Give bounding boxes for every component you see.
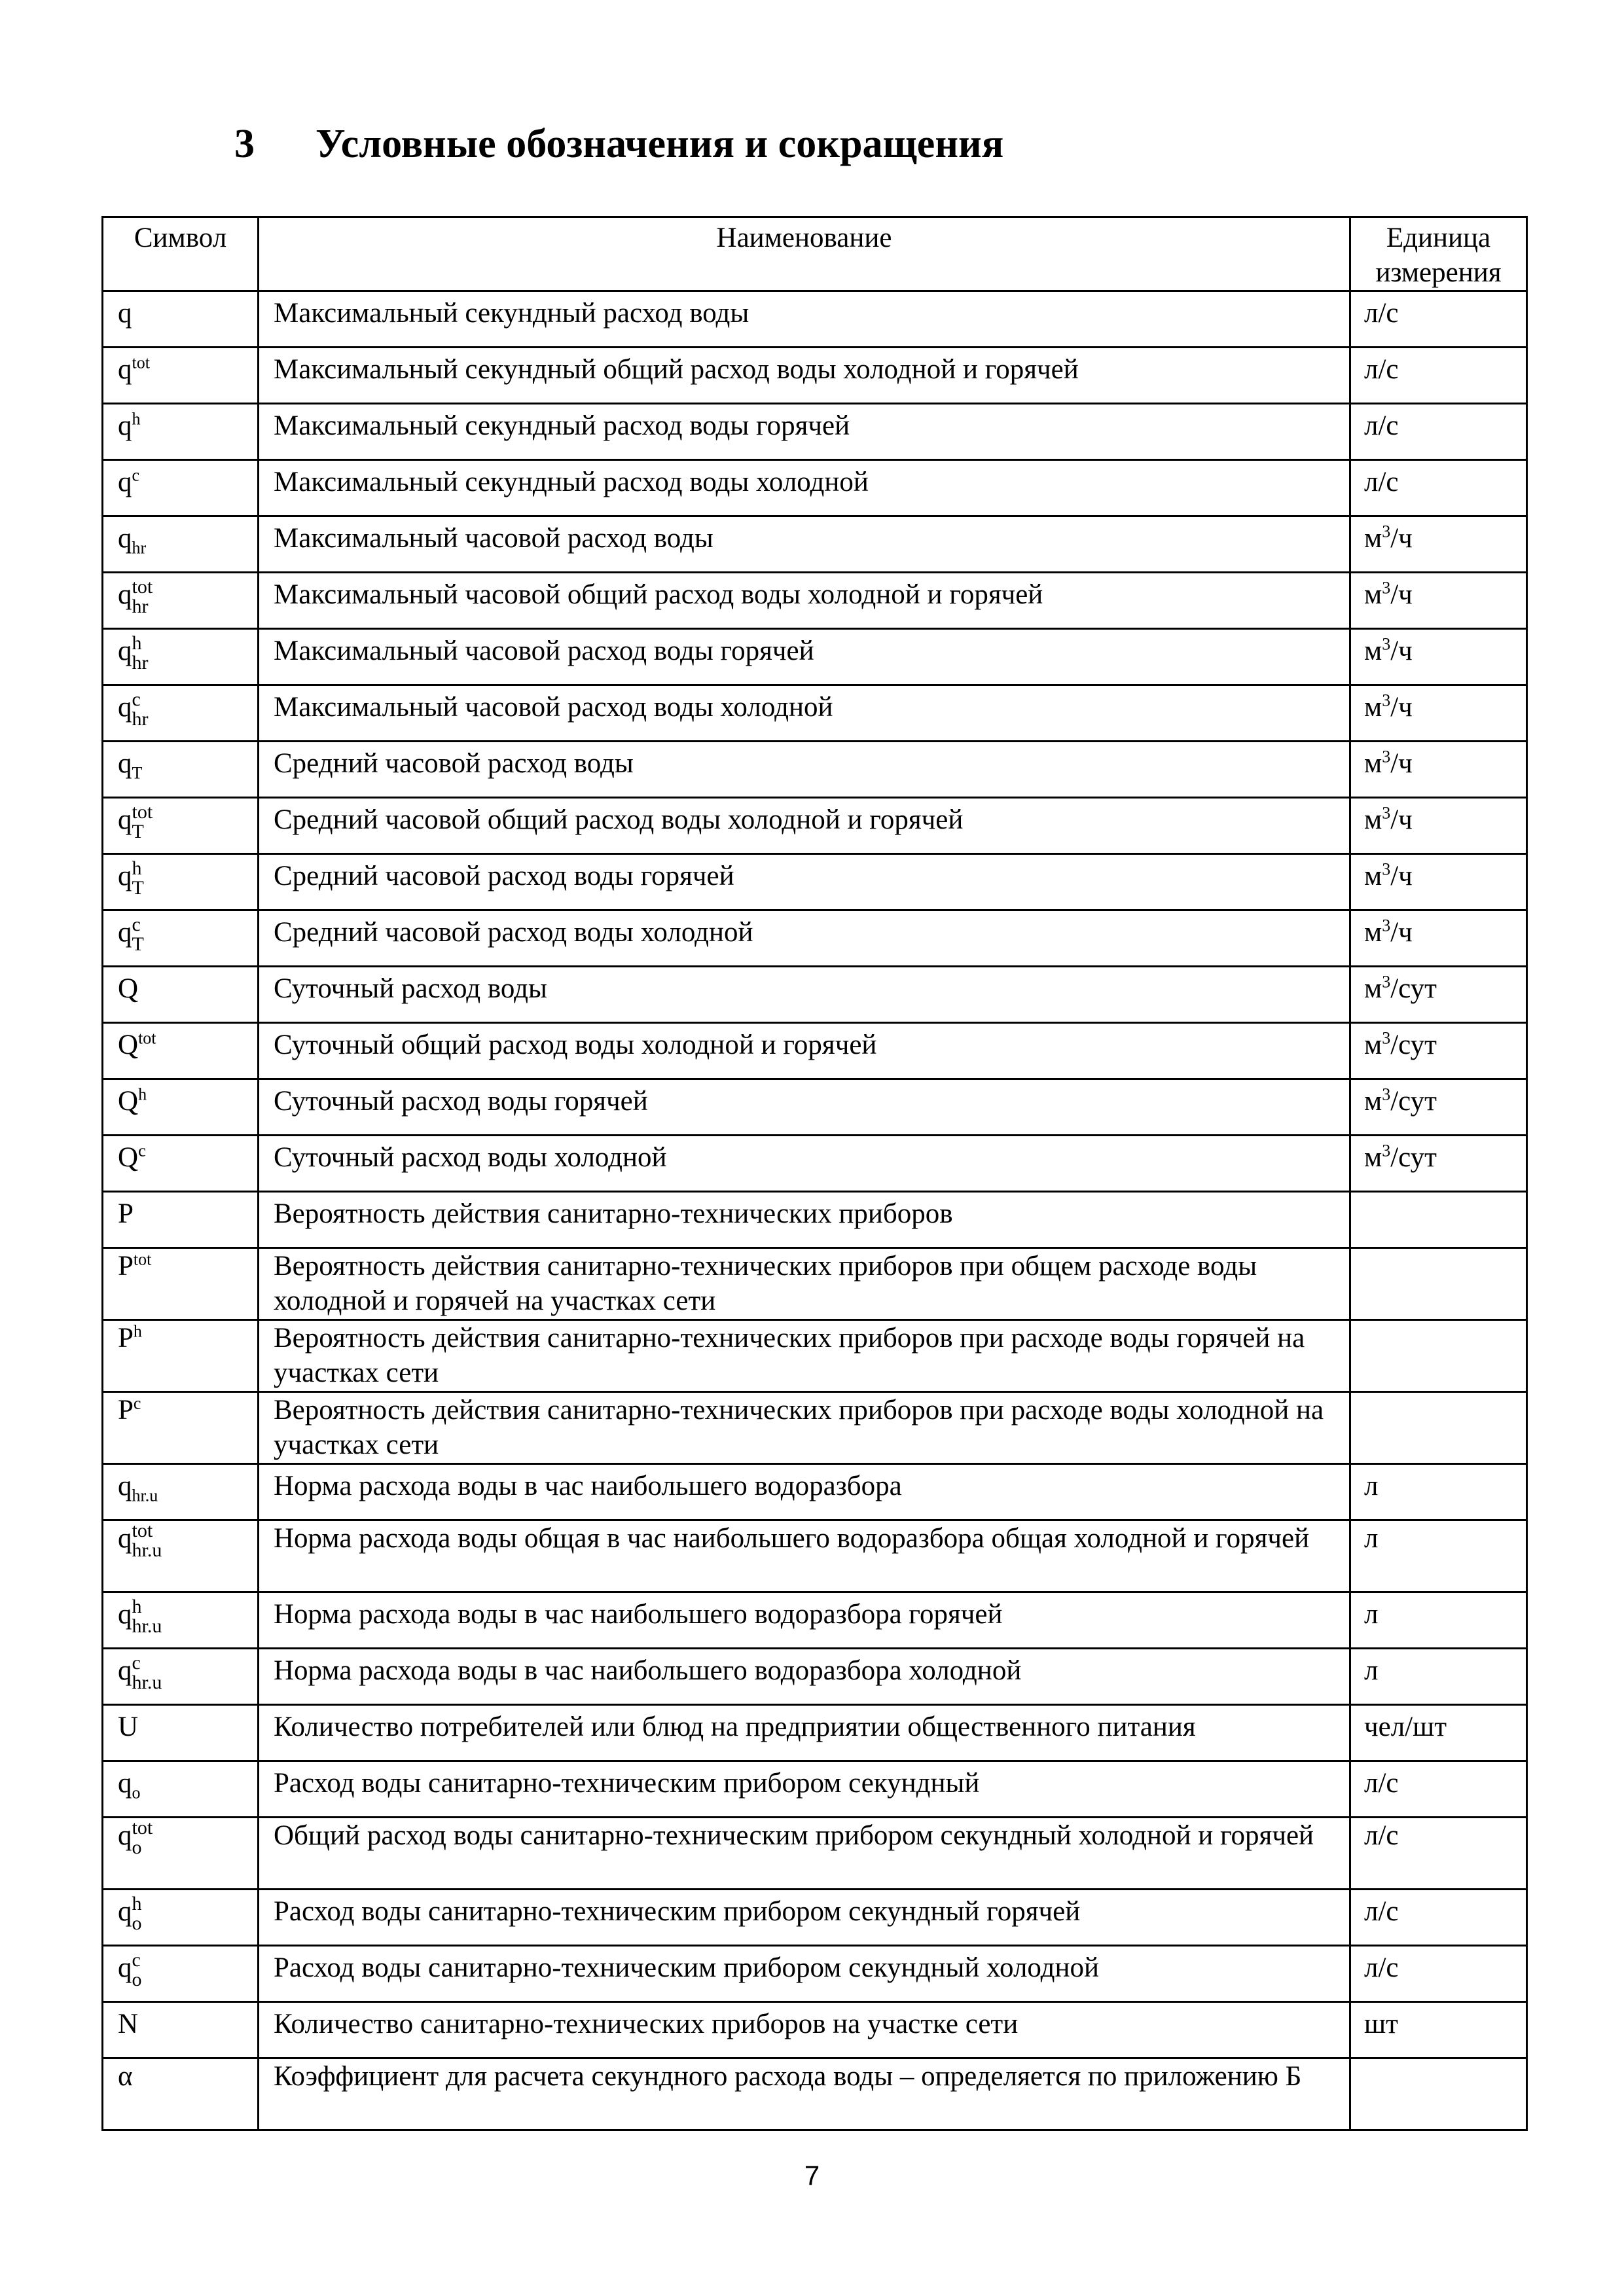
symbol-cell — [103, 1761, 259, 1818]
symbol-superscript: c — [132, 1652, 141, 1674]
table-row — [103, 1818, 1527, 1890]
symbol-subscript: hr.u — [132, 1486, 158, 1505]
unit-cell — [1350, 1592, 1527, 1649]
name-cell: Суточный расход воды холодной — [259, 1136, 1350, 1192]
symbol-cell — [103, 1248, 259, 1320]
name-cell: Максимальный секундный расход воды — [259, 291, 1350, 348]
symbol-cell — [103, 1192, 259, 1248]
table-row — [103, 854, 1527, 910]
unit-text: м — [1364, 636, 1382, 666]
symbol-cell — [103, 460, 259, 516]
unit-text: м — [1364, 804, 1382, 835]
symbol-superscript: h — [132, 1596, 142, 1617]
symbol-superscript: c — [138, 1141, 146, 1160]
header-symbol: Символ — [103, 217, 259, 291]
symbol-subscript: T — [132, 877, 144, 899]
unit-text: л/с — [1364, 298, 1399, 329]
symbol-subscript: o — [132, 1912, 142, 1934]
unit-superscript: 3 — [1382, 691, 1391, 710]
table-body — [103, 291, 1527, 2130]
symbol-base: q — [118, 1768, 132, 1799]
symbol-base: q — [118, 467, 132, 497]
name-cell: Суточный общий расход воды холодной и горячей — [259, 1023, 1350, 1079]
symbol-base: q — [118, 579, 132, 610]
name-cell: Средний часовой расход воды холодной — [259, 910, 1350, 967]
symbol-cell — [103, 1136, 259, 1192]
unit-cell — [1350, 1136, 1527, 1192]
name-cell: Вероятность действия санитарно-технических приборов при расходе воды горячей на участках сети — [259, 1320, 1350, 1392]
unit-superscript: 3 — [1382, 578, 1391, 598]
name-cell: Норма расхода воды в час наибольшего водоразбора горячей — [259, 1592, 1350, 1649]
symbol-base: U — [118, 1712, 139, 1742]
name-cell: Количество потребителей или блюд на предприятии общественного питания — [259, 1705, 1350, 1761]
symbol-base: P — [118, 1395, 134, 1426]
unit-text: л/с — [1364, 354, 1399, 385]
unit-cell — [1350, 1761, 1527, 1818]
name-cell: Максимальный секундный расход воды горячей — [259, 404, 1350, 460]
symbol-cell — [103, 1818, 259, 1890]
unit-tail: /сут — [1390, 1142, 1437, 1173]
unit-tail: /ч — [1390, 748, 1413, 779]
unit-superscript: 3 — [1382, 522, 1391, 541]
name-cell: Вероятность действия санитарно-технических приборов — [259, 1192, 1350, 1248]
unit-cell — [1350, 291, 1527, 348]
table-row — [103, 1464, 1527, 1520]
symbol-base: P — [118, 1251, 134, 1282]
name-cell: Коэффициент для расчета секундного расхода воды – определяется по приложению Б — [259, 2058, 1350, 2130]
symbol-base: q — [118, 748, 132, 779]
symbol-superscript: tot — [132, 801, 153, 823]
table-row — [103, 2058, 1527, 2130]
name-cell: Суточный расход воды — [259, 967, 1350, 1023]
table-row — [103, 1023, 1527, 1079]
symbol-superscript: c — [132, 465, 140, 485]
table-row — [103, 516, 1527, 573]
unit-text: л/с — [1364, 1952, 1399, 1983]
symbol-cell — [103, 1023, 259, 1079]
unit-superscript: 3 — [1382, 803, 1391, 823]
unit-superscript: 3 — [1382, 1085, 1391, 1104]
symbol-subscript: hr — [132, 596, 149, 617]
symbol-cell — [103, 2002, 259, 2058]
symbol-cell — [103, 348, 259, 404]
symbol-cell — [103, 854, 259, 910]
unit-text: л — [1364, 1655, 1379, 1686]
table-row — [103, 685, 1527, 742]
table-row — [103, 1392, 1527, 1464]
name-cell: Максимальный часовой расход воды — [259, 516, 1350, 573]
symbol-superscript: tot — [132, 1817, 153, 1839]
symbol-cell — [103, 1946, 259, 2002]
symbol-base: q — [118, 917, 132, 948]
symbol-subscript: hr — [132, 708, 149, 730]
symbol-superscript: tot — [138, 1028, 156, 1048]
symbol-base: N — [118, 2009, 139, 2039]
unit-cell — [1350, 460, 1527, 516]
symbol-subscript: hr.u — [132, 1539, 162, 1561]
symbol-base: q — [118, 1471, 132, 1501]
table-row — [103, 1890, 1527, 1946]
unit-text: л/с — [1364, 410, 1399, 441]
unit-text: л — [1364, 1471, 1379, 1501]
table-row — [103, 1192, 1527, 1248]
symbol-base: q — [118, 1820, 132, 1851]
unit-cell — [1350, 1079, 1527, 1136]
symbol-cell — [103, 1320, 259, 1392]
symbol-subscript: o — [132, 1783, 141, 1803]
unit-text: чел/шт — [1364, 1712, 1447, 1742]
symbol-base: Q — [118, 1030, 139, 1060]
name-cell: Расход воды санитарно-техническим прибором секундный — [259, 1761, 1350, 1818]
unit-cell — [1350, 1192, 1527, 1248]
unit-cell — [1350, 1890, 1527, 1946]
unit-cell — [1350, 404, 1527, 460]
unit-text: м — [1364, 861, 1382, 891]
table-header-row — [103, 217, 1527, 291]
table-row — [103, 629, 1527, 685]
table-row — [103, 742, 1527, 798]
unit-cell — [1350, 1023, 1527, 1079]
symbol-superscript: tot — [133, 1249, 152, 1269]
unit-cell — [1350, 1946, 1527, 2002]
unit-tail: /сут — [1390, 973, 1437, 1004]
name-cell: Максимальный секундный расход воды холодной — [259, 460, 1350, 516]
table-row — [103, 910, 1527, 967]
symbols-table — [101, 216, 1528, 2131]
name-cell: Вероятность действия санитарно-технических приборов при общем расходе воды холодной и горячей на участках сети — [259, 1248, 1350, 1320]
table-row — [103, 1946, 1527, 2002]
name-cell: Максимальный часовой расход воды холодной — [259, 685, 1350, 742]
symbol-base: P — [118, 1198, 134, 1229]
unit-text: м — [1364, 692, 1382, 723]
unit-text: м — [1364, 748, 1382, 779]
symbol-base: q — [118, 523, 132, 554]
symbol-base: q — [118, 1599, 132, 1630]
symbol-superscript: c — [133, 1393, 141, 1413]
unit-cell — [1350, 1392, 1527, 1464]
symbol-cell — [103, 1464, 259, 1520]
unit-text: л — [1364, 1599, 1379, 1630]
unit-text: л/с — [1364, 467, 1399, 497]
symbol-base: q — [118, 410, 132, 441]
symbol-cell — [103, 2058, 259, 2130]
unit-cell — [1350, 348, 1527, 404]
name-cell: Норма расхода воды в час наибольшего водоразбора холодной — [259, 1649, 1350, 1705]
table-row — [103, 1079, 1527, 1136]
unit-cell — [1350, 1649, 1527, 1705]
unit-tail: /ч — [1390, 636, 1413, 666]
header-name: Наименование — [259, 217, 1350, 291]
symbol-subscript: T — [132, 763, 143, 783]
unit-text: м — [1364, 917, 1382, 948]
name-cell: Средний часовой расход воды горячей — [259, 854, 1350, 910]
unit-text: м — [1364, 523, 1382, 554]
table-row — [103, 404, 1527, 460]
table-row — [103, 348, 1527, 404]
table-row — [103, 1520, 1527, 1592]
symbol-cell — [103, 798, 259, 854]
unit-cell — [1350, 1464, 1527, 1520]
symbol-superscript: h — [138, 1085, 147, 1104]
symbol-subscript: hr.u — [132, 1615, 162, 1637]
symbol-cell — [103, 516, 259, 573]
symbol-subscript: o — [132, 1969, 142, 1990]
name-cell: Количество санитарно-технических приборов на участке сети — [259, 2002, 1350, 2058]
unit-cell — [1350, 2002, 1527, 2058]
unit-superscript: 3 — [1382, 747, 1391, 766]
unit-text: м — [1364, 1142, 1382, 1173]
symbol-superscript: tot — [132, 576, 153, 598]
table-row — [103, 1320, 1527, 1392]
table-row — [103, 1136, 1527, 1192]
table-row — [103, 2002, 1527, 2058]
symbol-cell — [103, 1520, 259, 1592]
name-cell: Расход воды санитарно-техническим прибором секундный холодной — [259, 1946, 1350, 2002]
unit-text: л/с — [1364, 1896, 1399, 1927]
symbol-cell — [103, 573, 259, 629]
symbol-base: Q — [118, 1086, 139, 1117]
unit-cell — [1350, 742, 1527, 798]
unit-cell — [1350, 573, 1527, 629]
name-cell: Максимальный часовой расход воды горячей — [259, 629, 1350, 685]
symbol-superscript: h — [132, 1893, 142, 1914]
unit-tail: /ч — [1390, 804, 1413, 835]
unit-text: л — [1364, 1523, 1379, 1554]
unit-text: м — [1364, 1086, 1382, 1117]
symbol-subscript: T — [132, 933, 144, 955]
symbol-cell — [103, 685, 259, 742]
symbol-base: q — [118, 804, 132, 835]
name-cell: Вероятность действия санитарно-технических приборов при расходе воды холодной на участках сети — [259, 1392, 1350, 1464]
unit-tail: /ч — [1390, 861, 1413, 891]
unit-cell — [1350, 685, 1527, 742]
symbol-cell — [103, 291, 259, 348]
symbol-cell — [103, 1649, 259, 1705]
unit-text: шт — [1364, 2009, 1398, 2039]
symbol-superscript: tot — [132, 1520, 153, 1541]
symbol-superscript: h — [132, 409, 141, 429]
symbol-base: q — [118, 1952, 132, 1983]
unit-cell — [1350, 1818, 1527, 1890]
table-row — [103, 1761, 1527, 1818]
unit-tail: /ч — [1390, 692, 1413, 723]
name-cell: Максимальный секундный общий расход воды холодной и горячей — [259, 348, 1350, 404]
symbol-cell — [103, 1592, 259, 1649]
symbol-base: q — [118, 692, 132, 723]
unit-superscript: 3 — [1382, 1028, 1391, 1048]
symbol-cell — [103, 1890, 259, 1946]
unit-cell — [1350, 854, 1527, 910]
symbol-cell — [103, 404, 259, 460]
symbol-subscript: hr.u — [132, 1672, 162, 1693]
unit-text: м — [1364, 579, 1382, 610]
symbol-subscript: o — [132, 1837, 142, 1858]
page-number: 7 — [804, 2160, 820, 2191]
table-row — [103, 291, 1527, 348]
section-number: 3 — [234, 122, 255, 166]
unit-cell — [1350, 1248, 1527, 1320]
symbol-cell — [103, 629, 259, 685]
unit-superscript: 3 — [1382, 634, 1391, 654]
table-row — [103, 573, 1527, 629]
symbol-cell — [103, 1392, 259, 1464]
unit-tail: /ч — [1390, 917, 1413, 948]
table-row — [103, 1248, 1527, 1320]
symbol-cell — [103, 1079, 259, 1136]
name-cell: Средний часовой общий расход воды холодной и горячей — [259, 798, 1350, 854]
symbol-subscript: T — [132, 821, 144, 842]
unit-tail: /ч — [1390, 523, 1413, 554]
name-cell: Общий расход воды санитарно-техническим прибором секундный холодной и горячей — [259, 1818, 1350, 1890]
name-cell: Расход воды санитарно-техническим прибором секундный горячей — [259, 1890, 1350, 1946]
symbol-base: Q — [118, 973, 139, 1004]
section-title: Условные обозначения и сокращения — [316, 122, 1004, 166]
symbol-base: q — [118, 1523, 132, 1554]
symbol-superscript: h — [132, 632, 142, 654]
symbol-base: q — [118, 354, 132, 385]
unit-text: м — [1364, 973, 1382, 1004]
unit-cell — [1350, 1520, 1527, 1592]
name-cell: Максимальный часовой общий расход воды холодной и горячей — [259, 573, 1350, 629]
unit-cell — [1350, 1320, 1527, 1392]
name-cell: Средний часовой расход воды — [259, 742, 1350, 798]
name-cell: Норма расхода воды в час наибольшего водоразбора — [259, 1464, 1350, 1520]
unit-cell — [1350, 798, 1527, 854]
unit-superscript: 3 — [1382, 916, 1391, 935]
symbol-cell — [103, 967, 259, 1023]
symbol-cell — [103, 1705, 259, 1761]
unit-tail: /сут — [1390, 1086, 1437, 1117]
symbol-base: q — [118, 1655, 132, 1686]
symbol-base: q — [118, 861, 132, 891]
symbol-superscript: c — [132, 1949, 141, 1971]
unit-text: м — [1364, 1030, 1382, 1060]
header-unit: Единица измерения — [1350, 217, 1527, 291]
unit-cell — [1350, 910, 1527, 967]
symbol-superscript: tot — [132, 353, 150, 372]
unit-text: л/с — [1364, 1820, 1399, 1851]
unit-cell — [1350, 629, 1527, 685]
table-row — [103, 460, 1527, 516]
unit-tail: /ч — [1390, 579, 1413, 610]
unit-superscript: 3 — [1382, 859, 1391, 879]
unit-cell — [1350, 1705, 1527, 1761]
symbol-subscript: hr — [132, 538, 147, 558]
unit-superscript: 3 — [1382, 1141, 1391, 1160]
symbol-superscript: c — [132, 914, 141, 935]
unit-cell — [1350, 516, 1527, 573]
unit-text: л/с — [1364, 1768, 1399, 1799]
symbol-superscript: h — [132, 857, 142, 879]
unit-cell — [1350, 2058, 1527, 2130]
symbol-base: q — [118, 636, 132, 666]
symbol-base: P — [118, 1323, 134, 1354]
symbol-base: q — [118, 1896, 132, 1927]
table-row — [103, 1705, 1527, 1761]
name-cell: Норма расхода воды общая в час наибольшего водоразбора общая холодной и горячей — [259, 1520, 1350, 1592]
symbol-base: q — [118, 298, 132, 329]
symbol-cell — [103, 742, 259, 798]
table-row — [103, 967, 1527, 1023]
unit-tail: /сут — [1390, 1030, 1437, 1060]
section-heading — [234, 118, 1003, 170]
symbol-subscript: hr — [132, 652, 149, 673]
table-row — [103, 1592, 1527, 1649]
symbol-superscript: c — [132, 689, 141, 710]
table-row — [103, 798, 1527, 854]
symbol-superscript: h — [133, 1321, 142, 1341]
symbol-base: α — [118, 2061, 133, 2092]
symbol-base: Q — [118, 1142, 139, 1173]
name-cell: Суточный расход воды горячей — [259, 1079, 1350, 1136]
unit-cell — [1350, 967, 1527, 1023]
table-row — [103, 1649, 1527, 1705]
symbol-cell — [103, 910, 259, 967]
unit-superscript: 3 — [1382, 972, 1391, 992]
